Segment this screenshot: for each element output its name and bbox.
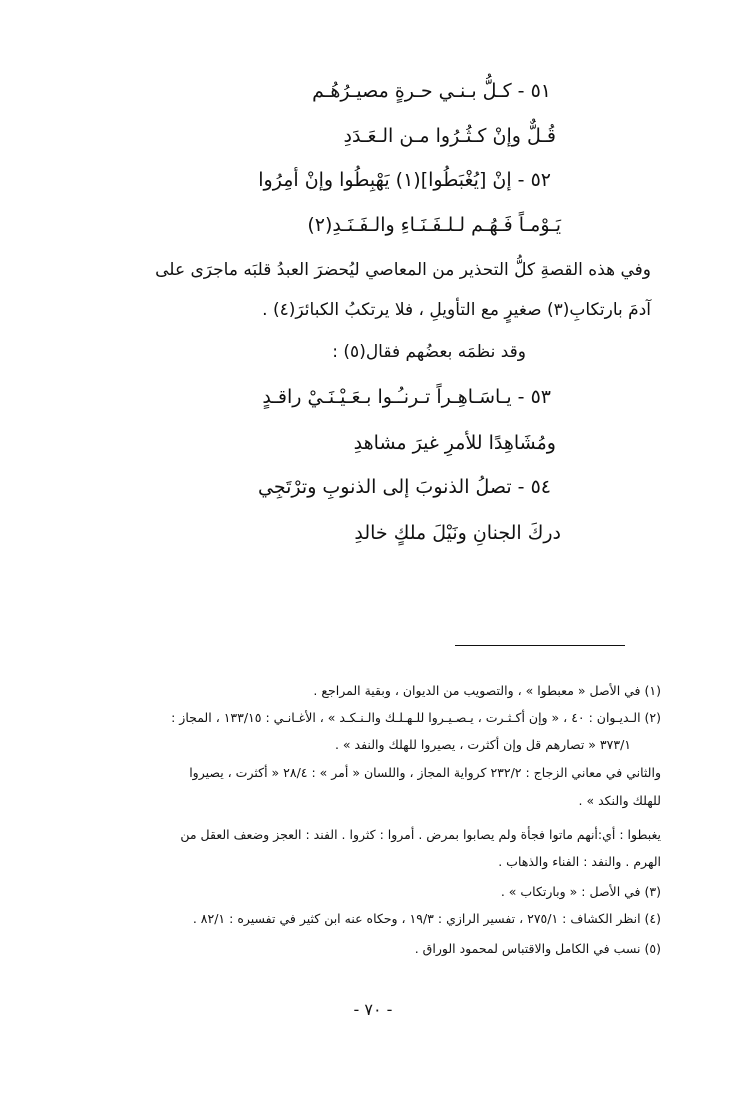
footnote-2-line-4: للهلك والنكد » . bbox=[578, 793, 661, 808]
verse-53-second-hemistich: ومُشَاهِدًا للأمرِ غيرَ مشاهدِ bbox=[353, 432, 556, 454]
page-number: - ٧٠ - bbox=[353, 1000, 393, 1019]
footnote-2-line-2: ٣٧٣/١ « تصارهم قل وإن أكثرت ، يصيروا للهلك والنفد » . bbox=[334, 737, 631, 752]
footnote-separator bbox=[455, 645, 625, 646]
verse-52-first-hemistich bbox=[258, 167, 551, 193]
verse-number: ٥٣ - bbox=[517, 386, 551, 408]
prose-line-2: آدمَ بارتكابِ(٣) صغيرٍ مع التأويلِ ، فلا يرتكبُ الكبائرَ(٤) . bbox=[262, 300, 651, 320]
prose-line-3: وقد نظمَه بعضُهم فقال(٥) : bbox=[332, 342, 526, 362]
verse-52-second-hemistich: يَـوْمـاً فَـهُـم لـلـفَـنَـاءِ والـفَـنَـدِ(٢) bbox=[307, 214, 561, 236]
footnote-3: (٣) في الأصل : « وبارتكاب » . bbox=[500, 884, 661, 899]
footnote-2-line-5: يغبطوا : أي:أنهم ماتوا فجأة ولم يصابوا بمرض . أمروا : كثروا . الفند : العجز وضعف العقل من bbox=[180, 827, 661, 842]
verse-text: كـلُّ بـنـي حـرةٍ مصيـرُهُـم bbox=[312, 80, 512, 102]
prose-line-1: وفي هذه القصةِ كلُّ التحذير من المعاصي ليُحضرَ العبدُ قلبَه ماجرَى على bbox=[155, 260, 651, 280]
verse-text: إنْ [يُغْبَطُوا](١) يَهْبِطُوا وإنْ أمِرُوا bbox=[258, 169, 512, 191]
footnote-4: (٤) انظر الكشاف : ٢٧٥/١ ، تفسير الرازي : ١٩/٣ ، وحكاه عنه ابن كثير في تفسيره : ٨٢/١ . bbox=[192, 911, 661, 926]
footnote-2-line-3: والثاني في معاني الزجاج : ٢٣٢/٢ كرواية المجاز ، واللسان « أمر » : ٢٨/٤ « أكثرت ، يصيروا bbox=[189, 765, 661, 780]
footnote-1: (١) في الأصل « معبطوا » ، والتصويب من الديوان ، وبقية المراجع . bbox=[313, 683, 661, 698]
verse-51-second-hemistich: قُـلٌّ وإنْ كـثُـرُوا مـن الـعَـدَدِ bbox=[343, 125, 556, 147]
verse-text: تصلُ الذنوبَ إلى الذنوبِ وترْتَجِي bbox=[258, 476, 512, 498]
footnote-2-line-6: الهرم . والنفد : الفناء والذهاب . bbox=[498, 854, 661, 869]
verse-number: ٥٤ - bbox=[517, 476, 551, 498]
verse-number: ٥١ - bbox=[517, 80, 551, 102]
verse-51-first-hemistich bbox=[312, 78, 551, 104]
verse-54-second-hemistich: دركَ الجنانِ ونَيْلَ ملكٍ خالدِ bbox=[354, 522, 561, 544]
footnote-2-line-1: (٢) الـديـوان : ٤٠ ، « وإن أكـثـرت ، يـصـيـروا للـهـلـك والـنـكـد » ، الأغـانـي : ١٣٣/١٥ ، المجاز : bbox=[171, 710, 661, 725]
verse-53-first-hemistich bbox=[262, 384, 551, 410]
verse-number: ٥٢ - bbox=[517, 169, 551, 191]
verse-text: يـاسَـاهِـراً تـرنـُـوا بـعَـيْـنَـيْ راقـدٍ bbox=[262, 386, 512, 408]
footnote-5: (٥) نسب في الكامل والاقتباس لمحمود الوراق . bbox=[414, 941, 661, 956]
verse-54-first-hemistich bbox=[258, 474, 551, 500]
